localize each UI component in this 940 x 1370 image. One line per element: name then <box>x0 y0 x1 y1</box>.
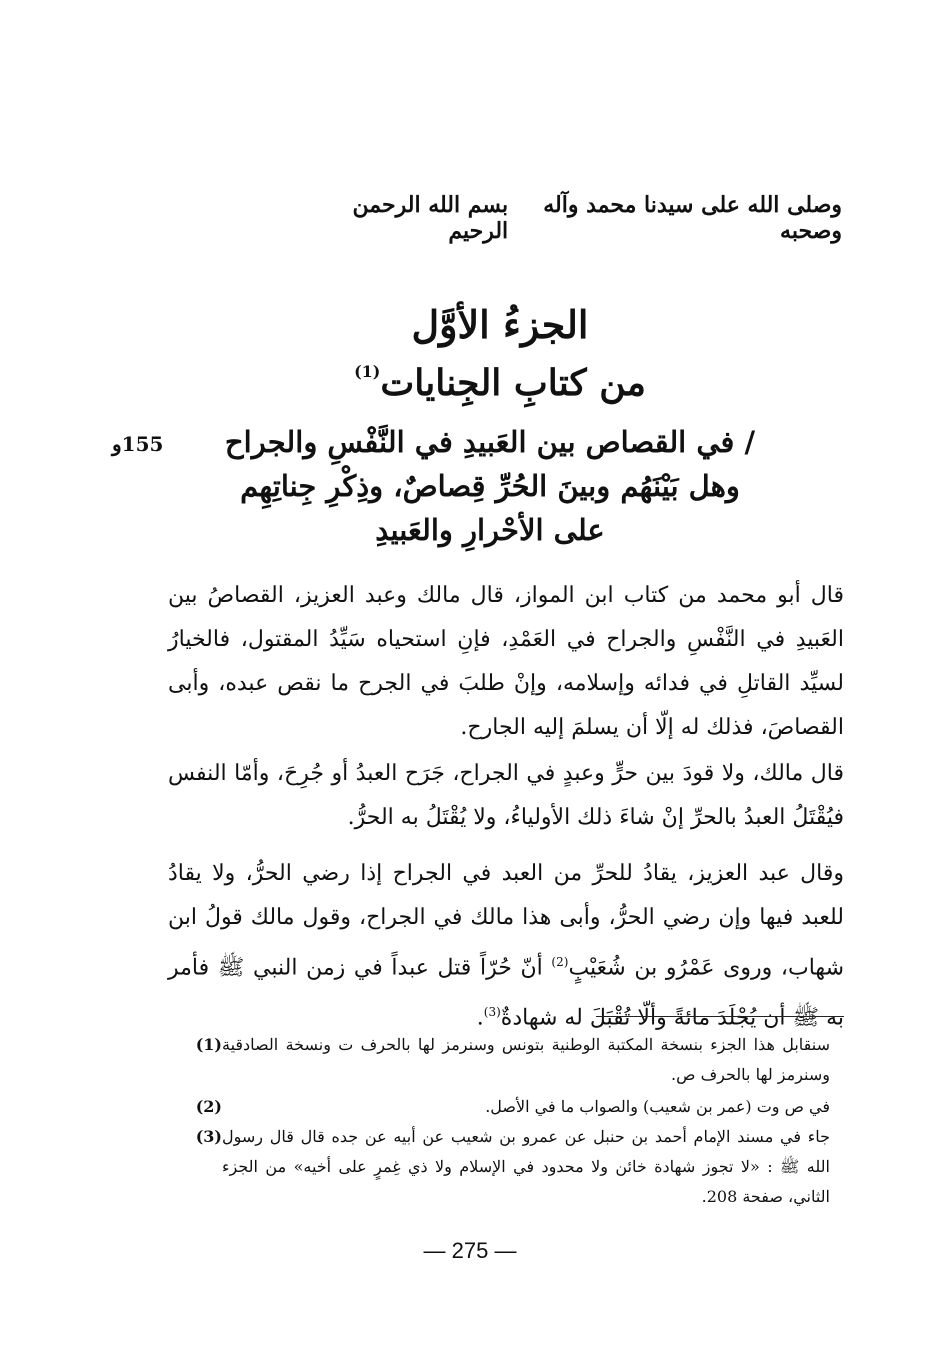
chapter-heading-line-1: / في القصاص بين العَبيدِ في النَّفْسِ والجراح <box>224 425 756 459</box>
folio-marker: 155و <box>112 432 164 456</box>
chapter-heading-line-2: وهل بَيْنَهُم وبينَ الحُرِّ قِصاصٌ، وذِكْرِ جِناتِهِم <box>240 469 740 503</box>
chapter-heading <box>200 420 780 552</box>
book-title-footnote-ref: (1) <box>354 362 381 381</box>
paragraph-3-part-b: أنّ حُرّاً قتل عبداً في زمن النبي ﷺ فأمر به ﷺ أن يُجْلَدَ مائةً وألّا تُقْبَلَ له شهادةٌ <box>168 955 844 1031</box>
book-title <box>240 362 760 404</box>
footnote-3 <box>180 1122 844 1212</box>
part-title: الجزءُ الأوَّل <box>411 302 589 347</box>
page-number: — 275 — <box>423 1238 517 1263</box>
footnote-ref-2: (2) <box>551 955 569 969</box>
footnote-number: (1) <box>195 1035 222 1054</box>
salutation: وصلى الله على سيدنا محمد وآله وصحبه <box>543 192 842 244</box>
footnote-divider <box>596 1016 844 1017</box>
header-row <box>170 192 842 244</box>
footnote-number: (2) <box>195 1097 222 1116</box>
book-title-text: من كتابِ الجِنايات <box>380 362 646 404</box>
basmala: بسم الله الرحمن الرحيم <box>352 192 509 244</box>
footnote-text: في ص وت (عمر بن شعيب) والصواب ما في الأصل. <box>485 1097 830 1116</box>
paragraph-2: قال مالك، ولا قودَ بين حرٍّ وعبدٍ في الجراح، جَرَح العبدُ أو جُرِحَ، وأمّا النفس فيُقْتَلُ العبدُ بالحرِّ إنْ شاءَ ذلك الأولياءُ، ولا يُقْتَلُ به الحرُّ. <box>168 761 844 830</box>
footnote-text: جاء في مسند الإمام أحمد بن حنبل عن عمرو بن شعيب عن أبيه عن جده قال قال رسول الله ﷺ : «لا تجوز شهادة خائن ولا محدود في الإسلام ولا ذي غِمرٍ على أخيه» من الجزء الثاني، صفحة 208. <box>222 1127 830 1206</box>
paragraph-3 <box>168 852 844 1041</box>
footnote-text: سنقابل هذا الجزء بنسخة المكتبة الوطنية بتونس وسنرمز لها بالحرف ت ونسخة الصادقية وسنرمز لها بالحرف ص. <box>222 1035 830 1084</box>
footnote-1 <box>180 1030 844 1090</box>
chapter-heading-line-3: على الأحْرارِ والعَبيدِ <box>375 513 605 547</box>
paragraph-3-end: . <box>476 1005 484 1031</box>
footnote-ref-3: (3) <box>483 1005 501 1020</box>
paragraph-1: قال أبو محمد من كتاب ابن المواز، قال مالك وعبد العزيز، القصاصُ بين العَبيدِ في النَّفْسِ والجراح في العَمْدِ، فإنِ استحياه سَيِّدُ المقتول، فالخيارُ لسيِّد القاتلِ في فدائه وإسلامه، وإنْ طلبَ في الجرح ما نقص عبده، وأبى القصاصَ، فذلك له إلّا أن يسلمَ إليه الجارح. <box>168 583 844 740</box>
paragraph-3-part-a: وقال عبد العزيز، يقادُ للحرِّ من العبد في الجراح إذا رضي الحرُّ، ولا يقادُ للعبد فيها وإن رضي الحرُّ، وأبى هذا مالك في الجراح، وقول مالك قولُ ابن شهاب، وروى عَمْرُو بن شُعَيْبٍ <box>168 861 845 981</box>
footnote-number: (3) <box>195 1127 222 1146</box>
footnote-2 <box>180 1092 844 1122</box>
